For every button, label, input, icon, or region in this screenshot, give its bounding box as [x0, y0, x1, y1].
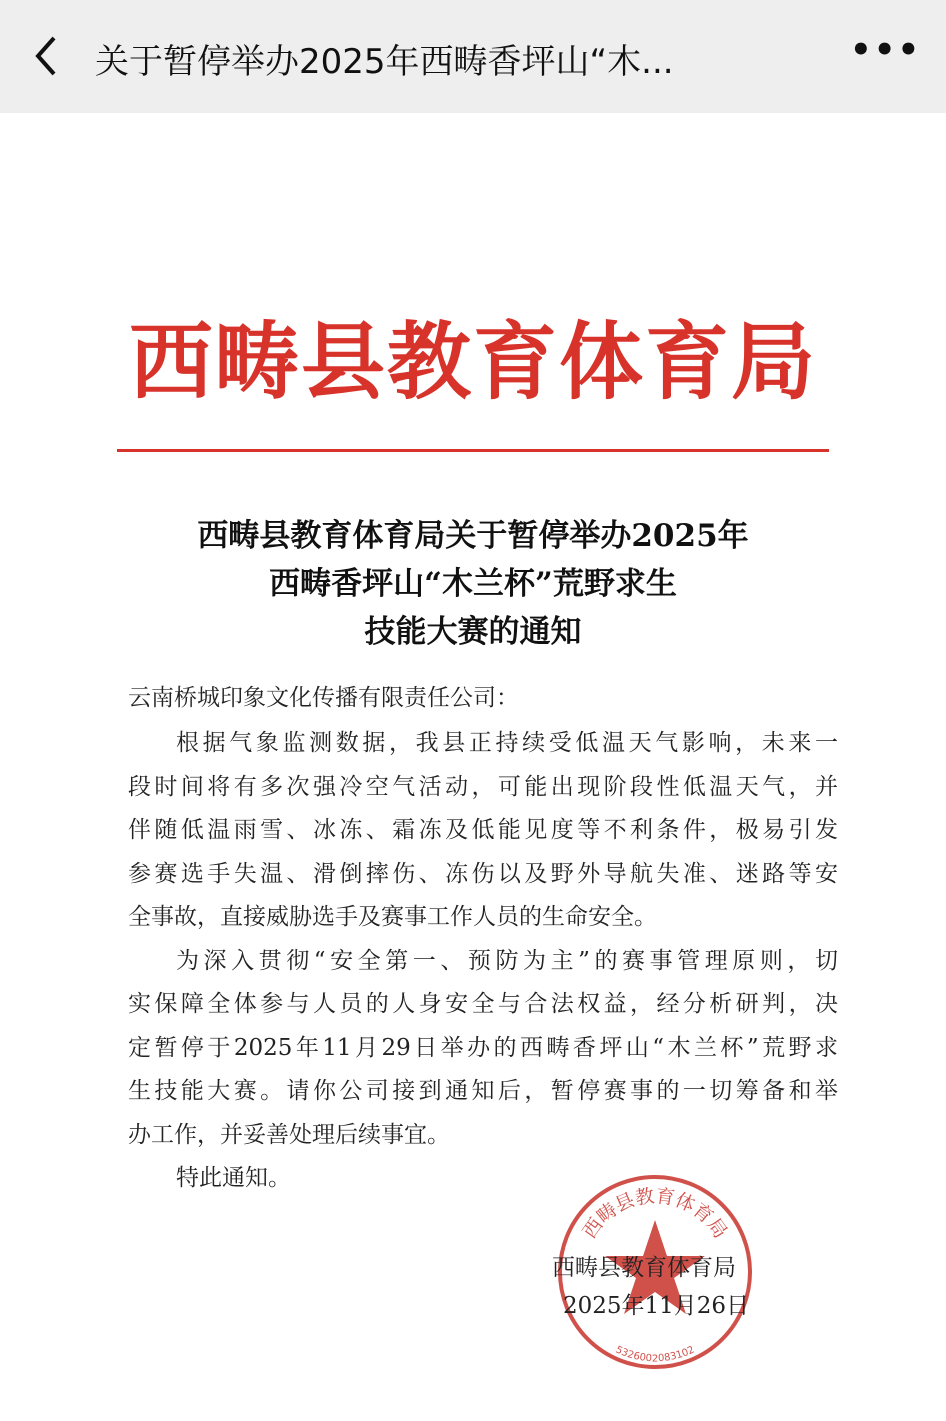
- seal-serial: 5326002083102: [613, 1344, 697, 1365]
- body-line: 伴随低温雨雪、冰冻、霜冻及低能见度等不利条件，极易引发: [128, 817, 838, 843]
- document-body: [128, 722, 838, 1201]
- signature-date: 2025年11月26日: [563, 1293, 750, 1319]
- body-line: 参赛选手失温、滑倒摔伤、冻伤以及野外导航失准、迷路等安: [128, 860, 838, 887]
- document-title-line: 西畴香坪山“木兰杯”荒野求生: [269, 566, 677, 602]
- top-navigation-bar: [0, 0, 946, 113]
- body-line: 定暂停于2025年11月29日举办的西畴香坪山“木兰杯”荒野求: [128, 1034, 838, 1061]
- signature-organization: 西畴县教育体育局: [552, 1255, 736, 1281]
- body-line: 为深入贯彻“安全第一、预防为主”的赛事管理原则，切: [176, 947, 838, 974]
- body-line: 根据气象监测数据，我县正持续受低温天气影响，未来一: [176, 730, 838, 756]
- more-options-button[interactable]: •••: [850, 30, 922, 70]
- chevron-left-icon: [28, 30, 68, 80]
- body-line: 办工作，并妥善处理后续事宜。: [128, 1121, 450, 1148]
- letterhead: 西畴县教育体育局: [128, 312, 817, 411]
- body-line: 实保障全体参与人员的人身安全与合法权益，经分析研判，决: [128, 991, 838, 1017]
- document-title: [0, 512, 946, 656]
- body-line: 全事故，直接威胁选手及赛事工作人员的生命安全。: [128, 904, 657, 930]
- body-line: 段时间将有多次强冷空气活动，可能出现阶段性低温天气，并: [128, 773, 838, 800]
- addressee: 云南桥城印象文化传播有限责任公司：: [128, 685, 519, 711]
- body-line: 特此通知。: [176, 1165, 291, 1191]
- page-title: 关于暂停举办2025年西畴香坪山“木...: [95, 42, 674, 82]
- document-title-line: 技能大赛的通知: [364, 614, 582, 650]
- back-button[interactable]: [28, 30, 68, 80]
- seal-ring-text: 西畴县教育体育局: [578, 1185, 732, 1243]
- body-line: 生技能大赛。请你公司接到通知后，暂停赛事的一切筹备和举: [128, 1078, 838, 1104]
- letterhead-divider: [117, 449, 829, 452]
- document-title-line: 西畴县教育体育局关于暂停举办2025年: [197, 518, 749, 554]
